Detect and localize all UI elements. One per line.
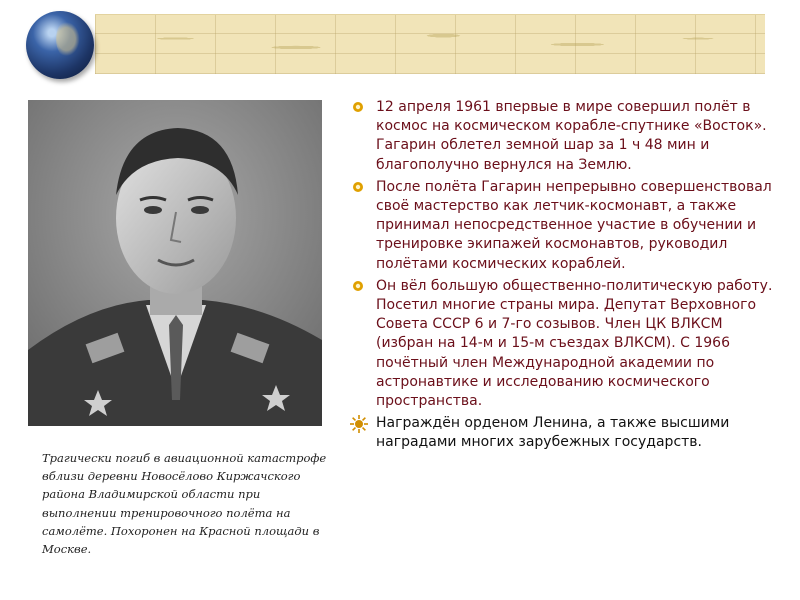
sun-bullet-icon	[352, 280, 364, 292]
sun-bullet-icon	[352, 181, 364, 193]
globe-icon	[26, 11, 94, 79]
sun-bullet-icon	[350, 415, 368, 433]
list-item-text: 12 апреля 1961 впервые в мире совершил полёт в космос на космическом корабле-спутнике «Восток». Гагарин облетел земной шар за 1 ч 48 мин и благополучно вернулся на Землю.	[376, 99, 767, 173]
list-item	[352, 277, 782, 411]
list-item	[352, 178, 782, 274]
biography-list	[352, 98, 782, 456]
list-item-text: Он вёл большую общественно-политическую работу. Посетил многие страны мира. Депутат Верховного Совета СССР 6 и 7-го созывов. Член ЦК ВЛКСМ (избран на 14-м и 15-м съездах ВЛКСМ). С 1966 почётный член Международной академии по астронавтике и исследованию космического пространства.	[376, 277, 773, 410]
portrait-photo	[28, 100, 322, 426]
list-item-text: Награждён орденом Ленина, а также высшими наградами многих зарубежных государств.	[376, 415, 730, 451]
sun-bullet-icon	[352, 101, 364, 113]
list-item	[352, 414, 782, 452]
portrait-caption: Трагически погиб в авиационной катастрофе вблизи деревни Новосёлово Киржачского района Владимирской области при выполнении тренировочного полёта на самолёте. Похоронен на Красной площади в Москве.	[42, 451, 327, 557]
list-item	[352, 98, 782, 175]
world-map-banner	[95, 14, 765, 74]
list-item-text: После полёта Гагарин непрерывно совершенствовал своё мастерство как летчик-космонавт, а также принимал непосредственное участие в обучении и тренировке экипажей космонавтов, руководил полётами космических кораблей.	[376, 178, 772, 272]
